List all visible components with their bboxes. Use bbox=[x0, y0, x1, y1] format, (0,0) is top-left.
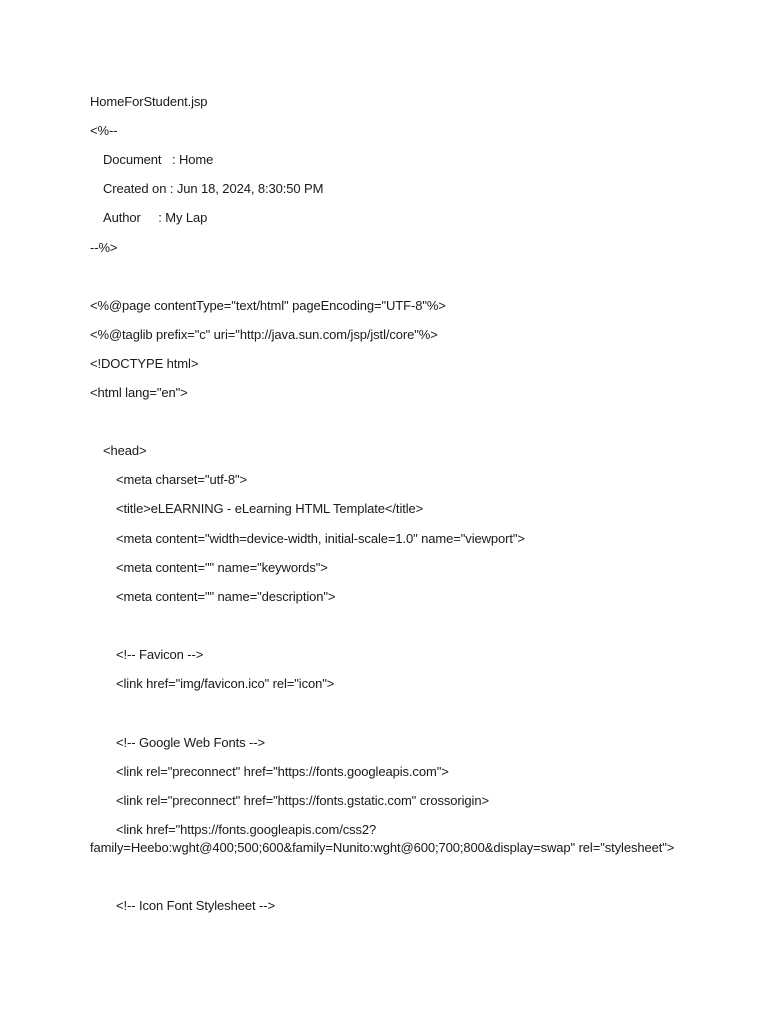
code-line: <link href="img/favicon.ico" rel="icon"> bbox=[116, 676, 335, 691]
code-line: Created on : Jun 18, 2024, 8:30:50 PM bbox=[103, 181, 324, 196]
code-line: <head> bbox=[103, 443, 147, 458]
code-line: <%-- bbox=[90, 123, 118, 138]
code-line: --%> bbox=[90, 240, 118, 255]
code-line: Author : My Lap bbox=[103, 210, 208, 225]
code-comment: <!-- Icon Font Stylesheet --> bbox=[116, 898, 275, 913]
code-line: <meta content="" name="description"> bbox=[116, 589, 336, 604]
code-line: <!DOCTYPE html> bbox=[90, 356, 199, 371]
code-line: Document : Home bbox=[103, 152, 214, 167]
code-comment: <!-- Google Web Fonts --> bbox=[116, 735, 265, 750]
code-comment: <!-- Favicon --> bbox=[116, 647, 204, 662]
code-line: <link rel="preconnect" href="https://fonts.googleapis.com"> bbox=[116, 764, 449, 779]
code-line: <link rel="preconnect" href="https://fonts.gstatic.com" crossorigin> bbox=[116, 793, 489, 808]
code-line: <meta content="width=device-width, initial-scale=1.0" name="viewport"> bbox=[116, 531, 525, 546]
code-line: <meta content="" name="keywords"> bbox=[116, 560, 328, 575]
code-line: <html lang="en"> bbox=[90, 385, 188, 400]
code-line: <link href="https://fonts.googleapis.com/css2? bbox=[116, 822, 377, 837]
code-line: <meta charset="utf-8"> bbox=[116, 472, 247, 487]
code-line: <%@page contentType="text/html" pageEncoding="UTF-8"%> bbox=[90, 298, 446, 313]
code-line: <%@taglib prefix="c" uri="http://java.sun.com/jsp/jstl/core"%> bbox=[90, 327, 438, 342]
document-filename: HomeForStudent.jsp bbox=[90, 94, 208, 109]
code-line: <title>eLEARNING - eLearning HTML Template</title> bbox=[116, 501, 424, 516]
code-line-wrapped: family=Heebo:wght@400;500;600&family=Nunito:wght@600;700;800&display=swap" rel="stylesheet"> bbox=[90, 840, 675, 855]
